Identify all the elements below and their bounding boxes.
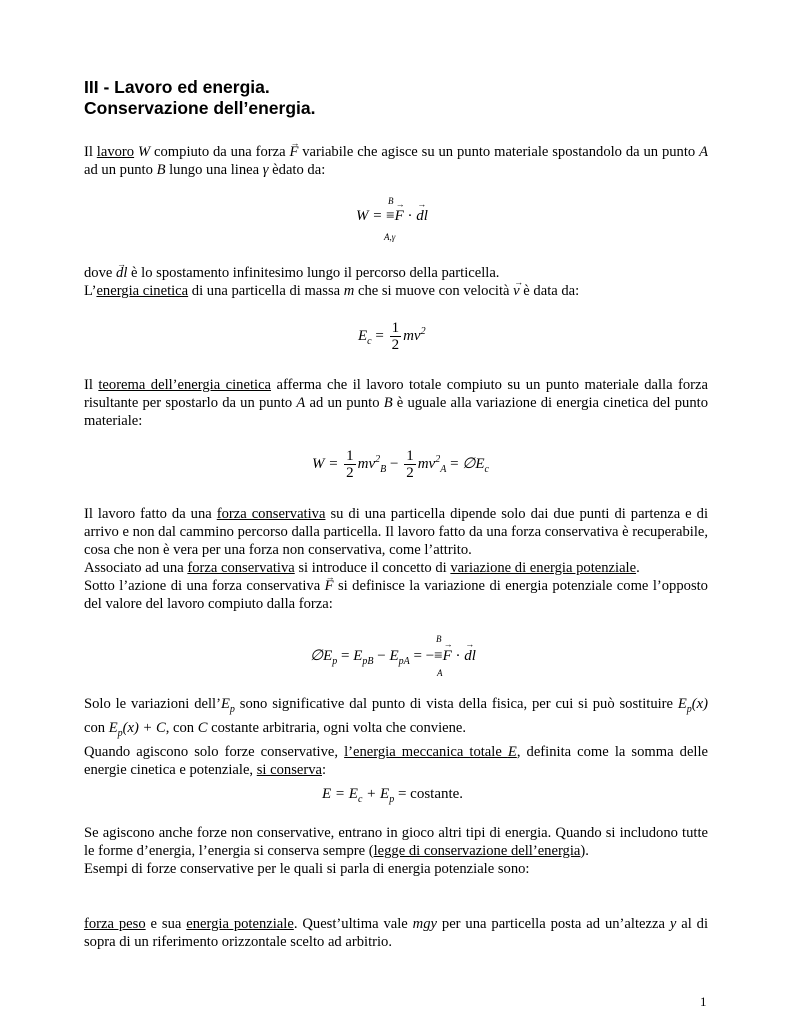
title-line-1: III - Lavoro ed energia. bbox=[84, 77, 270, 97]
paragraph-mechanical-energy: Solo le variazioni $dell’E_p$ sono significative dal punto di vista della fisica, per cui si può sostituire $E_p(x)$ con $E_p(x) + C$, con C costante arbitraria, ogni volta che conviene. Quando agiscono solo forze conservative, l’energia meccanica totale E, definita come la somma delle energie cinetica e potenziale, si conserva: bbox=[84, 696, 709, 778]
document-page: III - Lavoro ed energia. Conservazione dell’energia. Il lavoro W compiuto da una forza → F variabile che agisce su un punto materiale spostandolo da un punto A ad un punto B lungo una linea γ èdato da: B W = ≡→ F · → dl A,γ dove → dl è lo spostamento infinitesimo lungo il percorso della particella. L’energia cinetica di una particella di massa m che si muove con velocità → v è data da: $E_c$ = $\frac{1}{2}$ $mv^2$ Il teorema dell’energia cinetica afferma che il lavoro totale compiuto su un punto materiale dalla forza risultante per spostarlo da un punto A ad un punto B è uguale alla variazione di energia cinetica del punto materiale: W = $\frac{1}{2}$ $mv^2_B$ − $\frac{1}{2}$ $mv^2_A$ = $\emptyset E_c$ Il lavoro fatto da una forza conservativa su di una particella dipende solo dai due punti di partenza e di arrivo e non dal cammino percorso dalla particella. Il lavoro fatto da una forza conservativa è recuperabile, cosa che non è vera per una forza non conservativa, come l’attrito. Associato ad una forza conservativa si introduce il concetto di variazione di energia potenziale. Sotto l’azione di una forza conservativa → F si definisce la variazione di energia potenziale come l’opposto del valore del lavoro compiuto dalla forza: B $\emptyset E_p = E_{pB} - E_{pA}$ = −≡→ F · → dl A Solo le variazioni $dell’E_p$ sono significative dal punto di vista della fisica, per cui si può sostituire $E_p(x)$ con $E_p(x) + C$, con C costante arbitraria, ogni volta che conviene. Quando agiscono solo forze conservative, l’energia meccanica totale E, definita come la somma delle energie cinetica e potenziale, si conserva: $E = E_c + E_p$ = costante. Se agiscono anche forze non conservative, entrano in gioco altri tipi di energia. Quando si includono tutte le forme d’energia, l’energia si conserva sempre (legge di conservazione dell’energia). Esempi di forze conservative per le quali si parla di energia potenziale sono: forza peso e sua energia potenziale. Quest’ultima vale mgy per una particella posta ad un’altezza y al di sopra di un riferimento orizzontale scelto ad arbitrio. 1 bbox=[0, 0, 791, 1024]
paragraph-conservative-force: Il lavoro fatto da una forza conservativa su di una particella dipende solo dai due punti di partenza e di arrivo e non dal cammino percorso dalla particella. Il lavoro fatto da una forza conservativa è recuperabile, cosa che non è vera per una forza non conservativa, come l’attrito. Associato ad una forza conservativa si introduce il concetto di variazione di energia potenziale. Sotto l’azione di una forza conservativa → F si definisce la variazione di energia potenziale come l’opposto del valore del lavoro compiuto dalla forza: bbox=[84, 505, 708, 613]
link-legge-conservazione[interactable]: legge di conservazione dell’energia bbox=[373, 843, 581, 859]
link-energia-meccanica[interactable]: l’energia meccanica totale E bbox=[344, 743, 517, 760]
paragraph-nonconservative: Se agiscono anche forze non conservative, entrano in gioco altri tipi di energia. Quando si includono tutte le forme d’energia, l’energia si conserva sempre (legge di conservazione dell’energia). Esempi di forze conservative per le quali si parla di energia potenziale sono: bbox=[84, 825, 708, 877]
link-energia-potenziale[interactable]: energia potenziale bbox=[186, 916, 294, 932]
paragraph-work-definition: Il lavoro W compiuto da una forza → F variabile che agisce su un punto materiale spostandolo da un punto A ad un punto B lungo una linea γ èdato da: bbox=[84, 143, 708, 179]
link-energia-cinetica[interactable]: energia cinetica bbox=[96, 283, 189, 299]
link-variazione-energia[interactable]: variazione di energia potenziale bbox=[450, 560, 637, 576]
paragraph-kinetic-energy: dove → dl è lo spostamento infinitesimo lungo il percorso della particella. L’energia cinetica di una particella di massa m che si muove con velocità → v è data da: bbox=[84, 264, 708, 300]
link-forza-conservativa-2[interactable]: forza conservativa bbox=[187, 560, 295, 576]
link-teorema[interactable]: teorema dell’energia cinetica bbox=[98, 377, 272, 393]
title-line-2: Conservazione dell’energia. bbox=[84, 98, 316, 118]
equation-total-energy: $E = E_c + E_p$ = costante. bbox=[322, 786, 464, 805]
equation-work-energy: W = $\frac{1}{2}$ $mv^2_B$ − $\frac{1}{2}$ $mv^2_A$ = $\emptyset E_c$ bbox=[312, 448, 489, 481]
equation-kinetic-energy: $E_c$ = $\frac{1}{2}$ $mv^2$ bbox=[358, 320, 426, 353]
paragraph-weight-force: forza peso e sua energia potenziale. Quest’ultima vale mgy per una particella posta ad un’altezza y al di sopra di un riferimento orizzontale scelto ad arbitrio. bbox=[84, 916, 708, 950]
link-lavoro[interactable]: lavoro bbox=[96, 144, 135, 160]
paragraph-kinetic-theorem: Il teorema dell’energia cinetica afferma che il lavoro totale compiuto su un punto materiale dalla forza risultante per spostarlo da un punto A ad un punto B è uguale alla variazione di energia cinetica del punto materiale: bbox=[84, 377, 708, 429]
link-forza-conservativa[interactable]: forza conservativa bbox=[216, 506, 326, 522]
page-title bbox=[84, 77, 315, 119]
link-forza-peso[interactable]: forza peso bbox=[84, 916, 146, 932]
link-si-conserva[interactable]: si conserva bbox=[256, 761, 322, 778]
page-number: 1 bbox=[700, 994, 707, 1009]
